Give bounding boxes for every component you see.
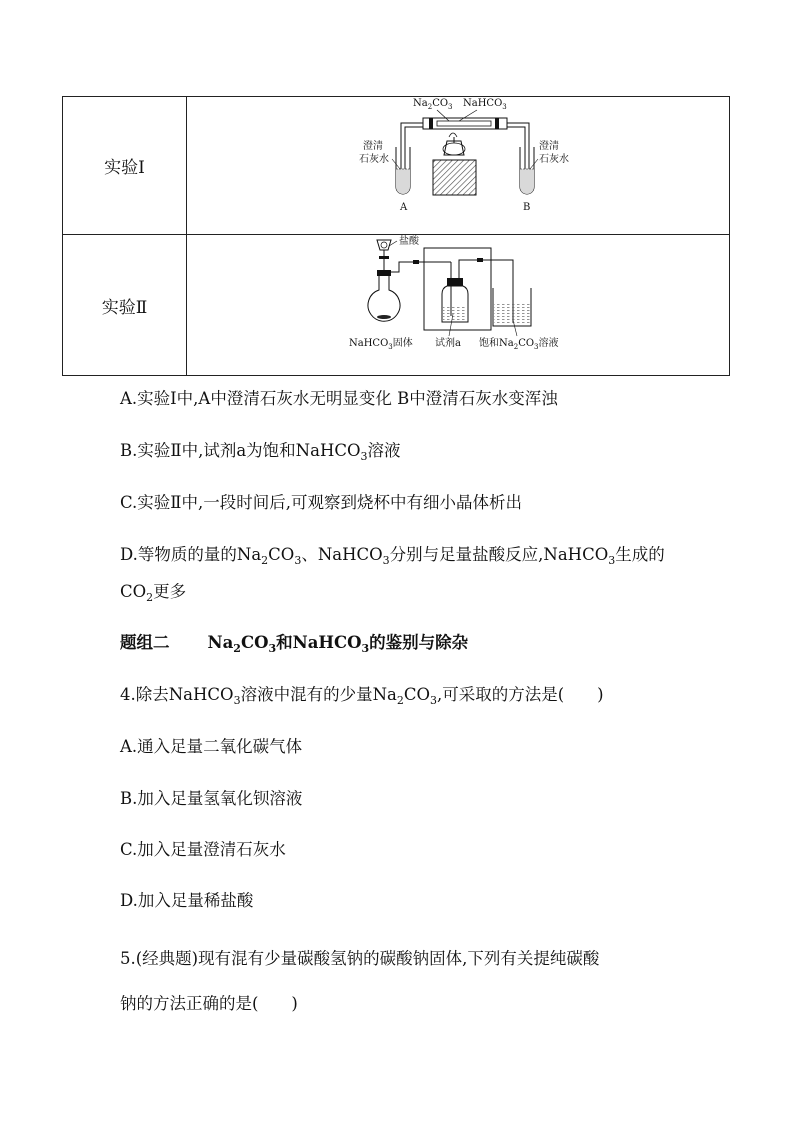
- left-limewater-label-1: 澄清: [363, 141, 383, 152]
- experiment-1-label: 实验Ⅰ: [63, 97, 187, 234]
- right-limewater-label-2: 石灰水: [539, 154, 569, 165]
- tube-a-label: A: [400, 202, 408, 213]
- question-4-stem: 4.除去NaHCO$_3$溶液中混有的少量$Na_2CO_3$,可采取的方法是( ): [120, 685, 604, 707]
- left-limewater-label-2: 石灰水: [359, 154, 389, 165]
- option-4c: C.加入足量澄清石灰水: [120, 840, 286, 859]
- experiment-1-apparatus: [187, 97, 731, 234]
- option-3d-line2: $CO_2$更多: [120, 582, 187, 604]
- option-3d-line1: D.等物质的量的$Na_2CO_3$、NaHCO$_3$分别与足量盐酸反应,NaHCO$_3$生成的: [120, 545, 665, 567]
- tube-b-label: B: [523, 202, 531, 213]
- right-limewater-label-1: 澄清: [539, 141, 559, 152]
- option-3c: C.实验Ⅱ中,一段时间后,可观察到烧杯中有细小晶体析出: [120, 493, 522, 512]
- label-nahco3: NaHCO$_3$: [463, 98, 507, 111]
- experiment-row-2: [63, 234, 729, 376]
- experiment-2-apparatus: [187, 234, 731, 376]
- experiment-2-figure: [187, 234, 729, 376]
- question-5-line-2: 钠的方法正确的是( ): [120, 994, 298, 1013]
- nahco3-solid-label: NaHCO$_3$固体: [349, 338, 413, 351]
- option-4d: D.加入足量稀盐酸: [120, 891, 254, 910]
- group-2-heading: 题组二 $Na_2CO_3$和NaHCO$_3$的鉴别与除杂: [120, 633, 469, 655]
- option-3a: A.实验Ⅰ中,A中澄清石灰水无明显变化 B中澄清石灰水变浑浊: [120, 389, 558, 408]
- reagent-a-label: 试剂a: [435, 338, 461, 349]
- hcl-label: 盐酸: [399, 236, 419, 247]
- question-5-line-1: 5.(经典题)现有混有少量碳酸氢钠的碳酸钠固体,下列有关提纯碳酸: [120, 949, 600, 968]
- saturated-na2co3-label: 饱和$Na_2CO_3$溶液: [479, 338, 559, 351]
- label-na2co3: $Na_2CO_3$: [413, 98, 453, 111]
- option-4b: B.加入足量氢氧化钡溶液: [120, 789, 303, 808]
- experiment-1-figure: [187, 97, 729, 234]
- option-3b: B.实验Ⅱ中,试剂a为饱和NaHCO$_3$溶液: [120, 441, 401, 463]
- experiment-2-label: 实验Ⅱ: [63, 234, 187, 376]
- experiment-row-1: [63, 97, 729, 235]
- option-4a: A.通入足量二氧化碳气体: [120, 737, 303, 756]
- experiment-table: [62, 96, 730, 376]
